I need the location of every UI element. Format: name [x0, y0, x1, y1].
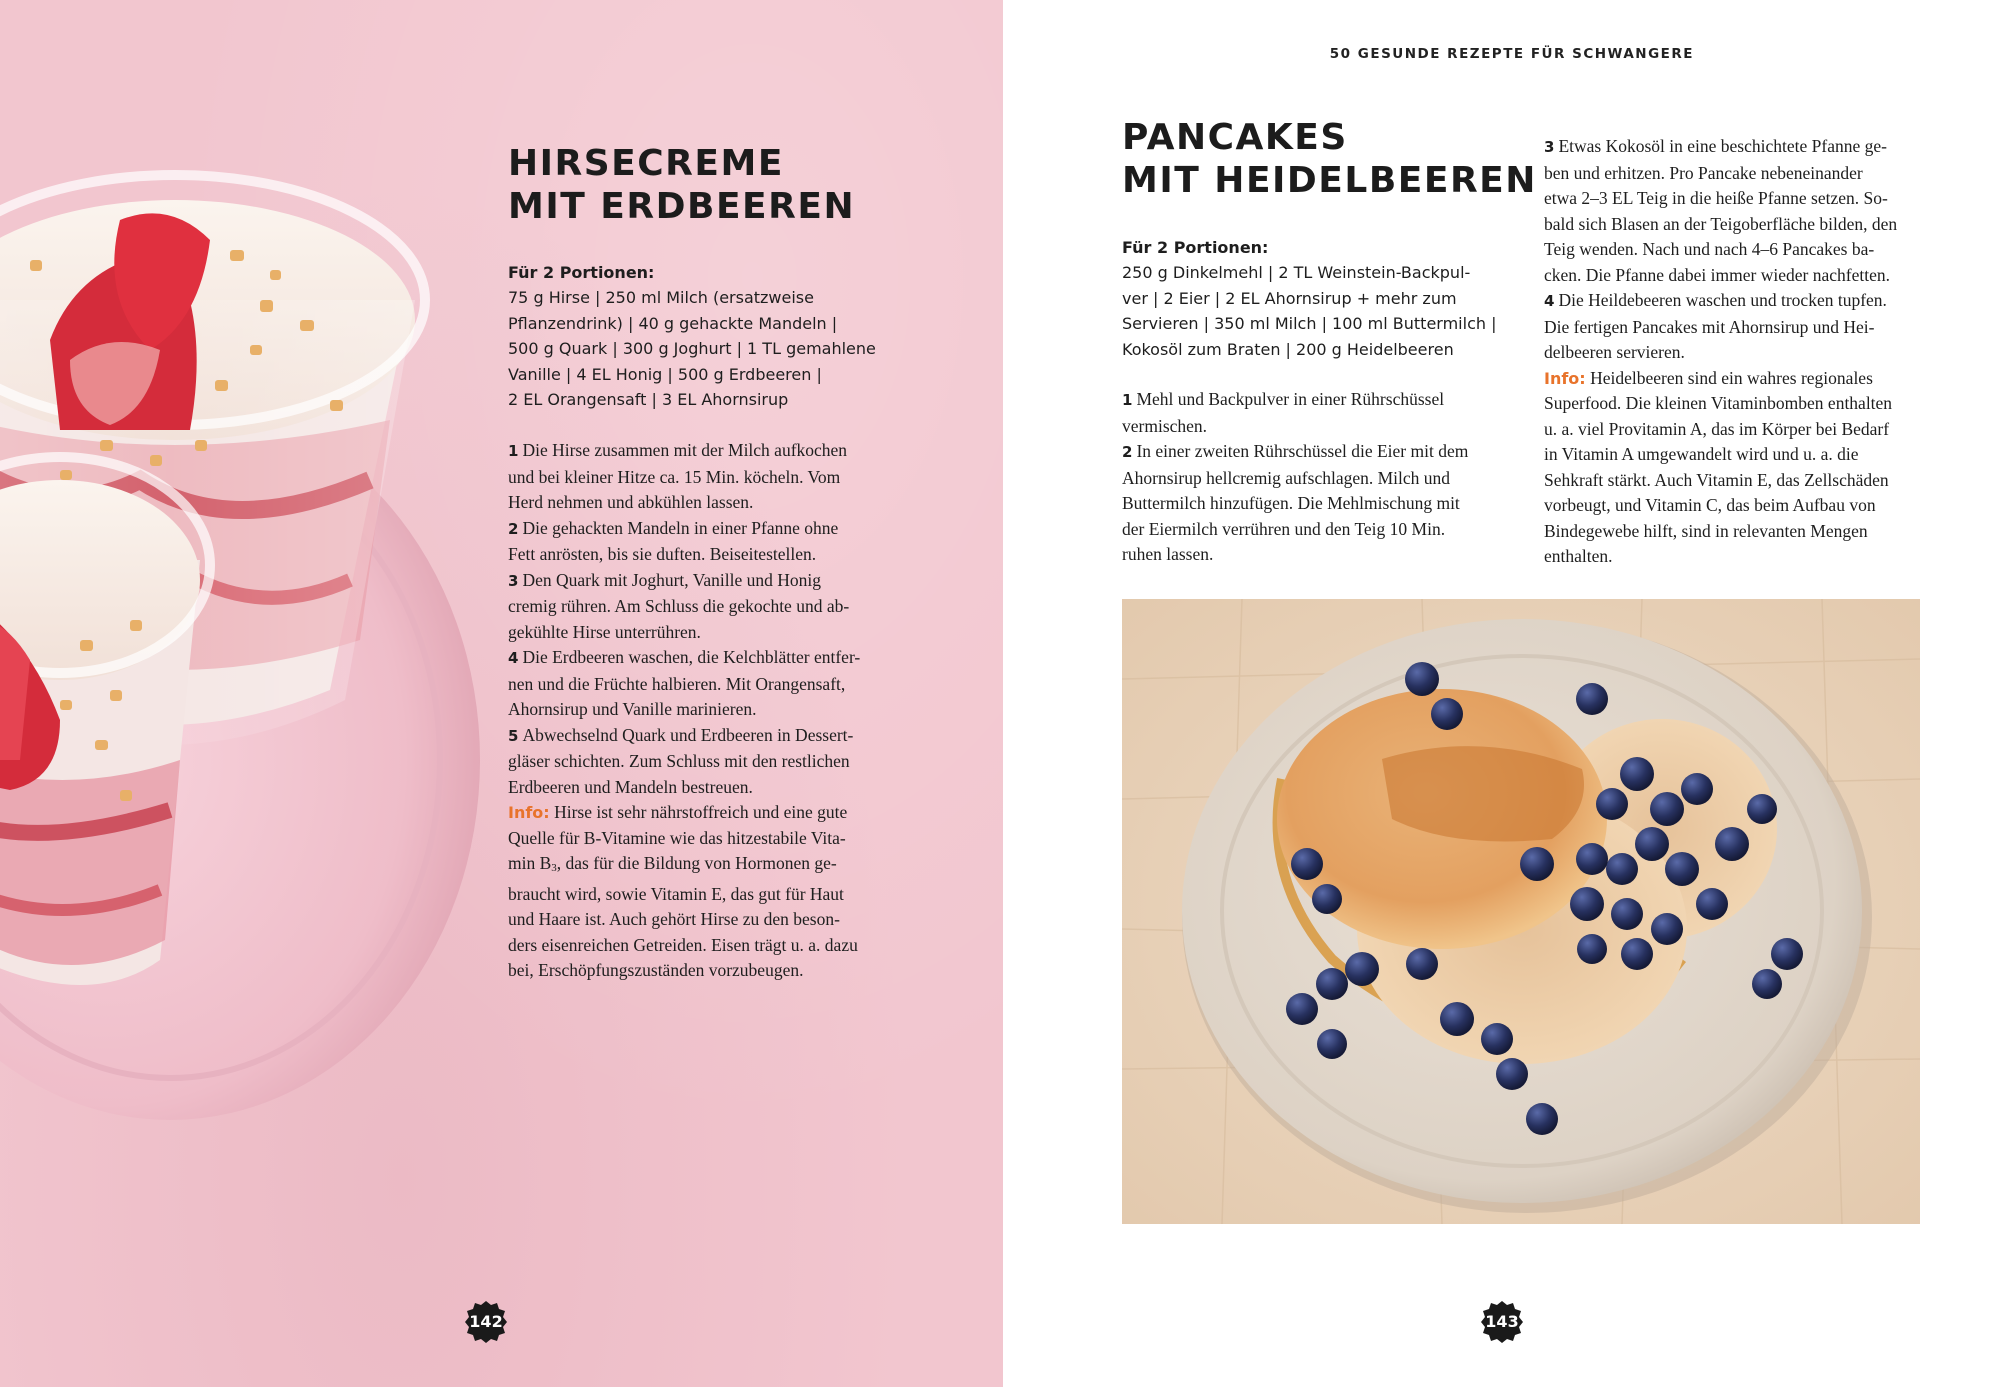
step-line: cken. Die Pfanne dabei immer wieder nachfetten.	[1544, 264, 1890, 285]
step-line: Ahornsirup und Vanille marinieren.	[508, 699, 757, 719]
step-line: ben und erhitzen. Pro Pancake nebeneinander	[1544, 162, 1863, 183]
step-1: 1 Mehl und Backpulver in einer Rührschüssel	[1122, 389, 1445, 409]
step-line: etwa 2–3 EL Teig in die heiße Pfanne setzen. So-	[1544, 188, 1888, 208]
step-4: 4 Die Erdbeeren waschen, die Kelchblätter entfer-	[508, 647, 861, 667]
step-1: 1 Die Hirse zusammen mit der Milch aufkochen	[508, 440, 848, 460]
recipe-title: PANCAKES MIT HEIDELBEEREN	[1122, 117, 1537, 201]
info-line: Superfood. Die kleinen Vitaminbomben enthalten	[1544, 393, 1893, 413]
page-number-badge: 143	[1480, 1300, 1524, 1344]
ingredient-line: ver | 2 Eier | 2 EL Ahornsirup + mehr zum	[1122, 288, 1457, 308]
info-label: Info:	[1544, 368, 1586, 388]
info-line: Quelle für B-Vitamine wie das hitzestabile Vita-	[508, 827, 846, 848]
step-line: Herd nehmen und abkühlen lassen.	[508, 492, 754, 512]
instructions-column-1	[1122, 387, 1468, 568]
step-line: nen und die Früchte halbieren. Mit Orangensaft,	[508, 673, 846, 694]
step-line: bald sich Blasen an der Teigoberfläche bilden, den	[1544, 213, 1898, 234]
right-page	[1003, 0, 2007, 1387]
ingredient-line: 75 g Hirse | 250 ml Milch (ersatzweise	[508, 288, 814, 307]
step-4: 4 Die Heildebeeren waschen und trocken tupfen.	[1544, 290, 1887, 310]
ingredient-line: Servieren | 350 ml Milch | 100 ml Buttermilch |	[1122, 314, 1497, 333]
info-label: Info:	[508, 803, 550, 822]
ingredient-line: 500 g Quark | 300 g Joghurt | 1 TL gemahlene	[508, 339, 876, 358]
step-2: 2 Die gehackten Mandeln in einer Pfanne ohne	[508, 517, 839, 538]
recipe-title: HIRSECREME MIT ERDBEEREN	[508, 143, 856, 227]
page-number-badge: 142	[464, 1300, 508, 1344]
info-line: ders eisenreichen Getreiden. Eisen trägt u. a. dazu	[508, 934, 858, 955]
info-line: braucht wird, sowie Vitamin E, das gut für Haut	[508, 883, 844, 904]
ingredients-list	[508, 285, 876, 413]
step-line: gekühlte Hirse unterrühren.	[508, 621, 701, 642]
ingredient-line: 2 EL Orangensaft | 3 EL Ahornsirup	[508, 390, 789, 409]
portions-label: Für 2 Portionen:	[1122, 238, 1269, 257]
step-line: und bei kleiner Hitze ca. 15 Min. köcheln. Vom	[508, 466, 841, 487]
ingredients-list	[1122, 260, 1496, 362]
step-line: Ahornsirup hellcremig aufschlagen. Milch und	[1122, 467, 1451, 488]
step-5: 5 Abwechselnd Quark und Erdbeeren in Dessert-	[508, 724, 854, 745]
info-line: u. a. viel Provitamin A, das im Körper bei Bedarf	[1544, 418, 1890, 439]
step-line: Die fertigen Pancakes mit Ahornsirup und Hei-	[1544, 316, 1875, 337]
step-3: 3 Etwas Kokosöl in eine beschichtete Pfanne ge-	[1544, 136, 1887, 156]
portions-label: Für 2 Portionen:	[508, 263, 655, 282]
ingredient-line: Pflanzendrink) | 40 g gehackte Mandeln |	[508, 313, 838, 333]
ingredient-line: Vanille | 4 EL Honig | 500 g Erdbeeren |	[508, 364, 822, 384]
info-line: und Haare ist. Auch gehört Hirse zu den beson-	[508, 909, 840, 929]
info-line: bei, Erschöpfungszuständen vorzubeugen.	[508, 960, 804, 980]
step-line: vermischen.	[1122, 415, 1208, 436]
step-line: Erdbeeren und Mandeln bestreuen.	[508, 776, 753, 797]
step-line: gläser schichten. Zum Schluss mit den restlichen	[508, 751, 850, 771]
ingredient-line: Kokosöl zum Braten | 200 g Heidelbeeren	[1122, 339, 1454, 359]
info-line: enthalten.	[1544, 546, 1613, 566]
instructions	[508, 438, 860, 984]
step-line: delbeeren servieren.	[1544, 342, 1685, 362]
step-2: 2 In einer zweiten Rührschüssel die Eier mit dem	[1122, 441, 1469, 461]
step-3: 3 Den Quark mit Joghurt, Vanille und Honig	[508, 569, 822, 590]
dessert-glasses-photo	[0, 0, 500, 1150]
info-note: Info: Hirse ist sehr nährstoffreich und eine gute	[508, 802, 848, 822]
left-page	[0, 0, 1003, 1387]
step-line: Teig wenden. Nach und nach 4–6 Pancakes ba-	[1544, 239, 1875, 259]
info-line: min B3, das für die Bildung von Hormonen ge-	[508, 853, 837, 874]
step-line: cremig rühren. Am Schluss die gekochte und ab-	[508, 596, 850, 616]
instructions-column-2	[1544, 134, 1897, 570]
step-line: Fett anrösten, bis sie duften. Beiseitestellen.	[508, 544, 817, 564]
ingredient-line: 250 g Dinkelmehl | 2 TL Weinstein-Backpul-	[1122, 263, 1471, 282]
info-line: in Vitamin A umgewandelt wird und u. a. die	[1544, 444, 1859, 464]
info-line: vorbeugt, und Vitamin C, das beim Aufbau von	[1544, 495, 1876, 515]
info-line: Sehkraft stärkt. Auch Vitamin E, das Zellschäden	[1544, 469, 1889, 490]
step-line: Buttermilch hinzufügen. Die Mehlmischung mit	[1122, 493, 1460, 513]
step-line: der Eiermilch verrühren und den Teig 10 Min.	[1122, 518, 1446, 539]
step-line: ruhen lassen.	[1122, 544, 1214, 564]
info-note: Info: Heidelbeeren sind ein wahres regionales	[1544, 367, 1873, 388]
info-line: Bindegewebe hilft, sind in relevanten Mengen	[1544, 520, 1868, 541]
pancakes-photo	[1122, 599, 1920, 1224]
running-header: 50 GESUNDE REZEPTE FÜR SCHWANGERE	[1329, 46, 1694, 62]
